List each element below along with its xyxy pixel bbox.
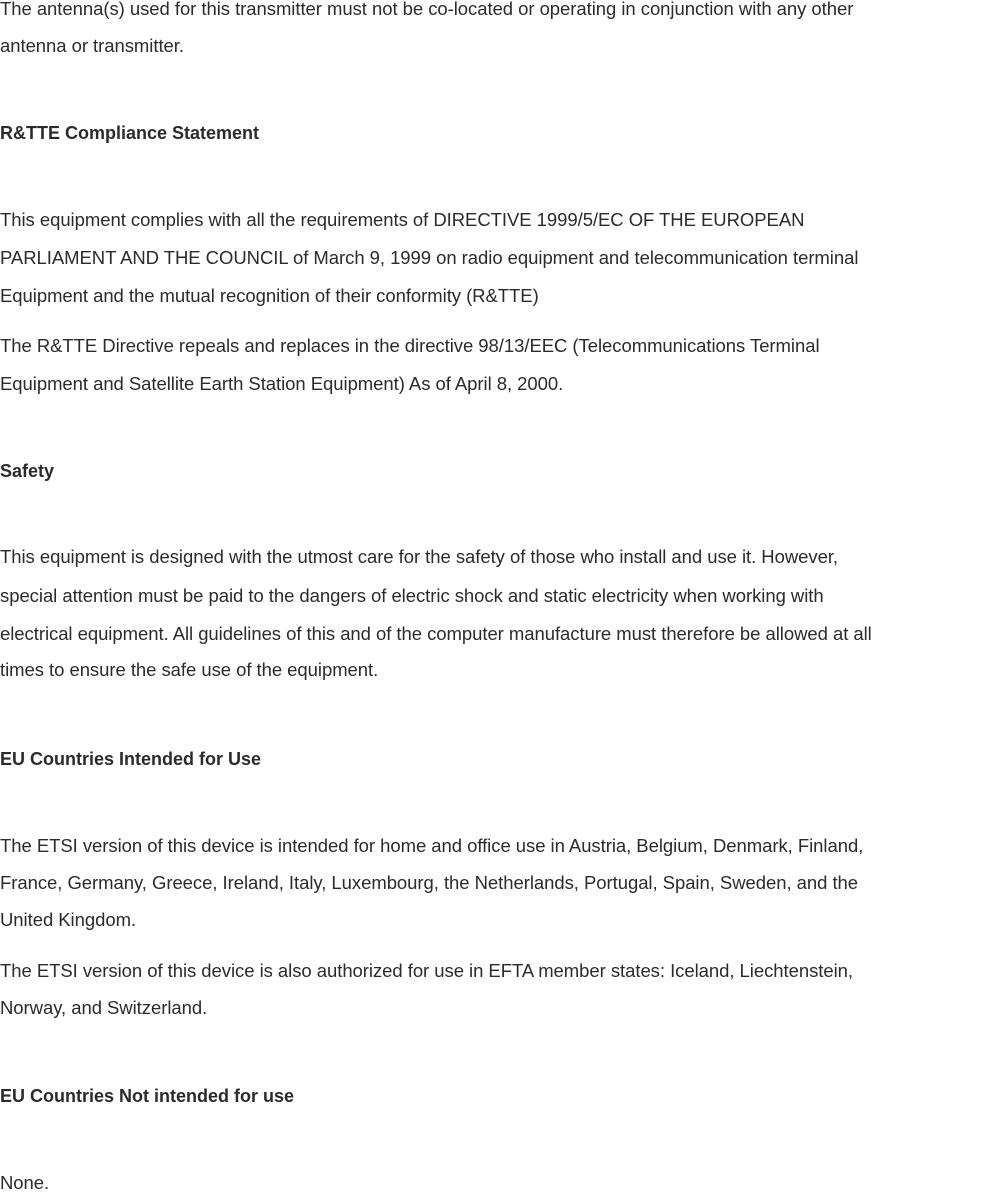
intro-line-1: The antenna(s) used for this transmitter must not be co-located or operating in conjunction with any other [0, 0, 854, 19]
safety-p1-line-3: electrical equipment. All guidelines of this and of the computer manufacture must therefore be allowed at all [0, 623, 872, 644]
rtte-heading: R&TTE Compliance Statement [0, 123, 260, 143]
eu-intended-p2-line-1: The ETSI version of this device is also authorized for use in EFTA member states: Iceland, Liechtenstein, [0, 960, 854, 981]
eu-not-intended-heading: EU Countries Not intended for use [0, 1086, 295, 1106]
eu-intended-p2-line-2: Norway, and Switzerland. [0, 997, 208, 1018]
eu-intended-p1-line-3: United Kingdom. [0, 909, 137, 930]
rtte-p2-line-2: Equipment and Satellite Earth Station Equipment) As of April 8, 2000. [0, 373, 564, 394]
safety-p1-line-4: times to ensure the safe use of the equipment. [0, 659, 379, 680]
rtte-p1-line-2: PARLIAMENT AND THE COUNCIL of March 9, 1999 on radio equipment and telecommunication terminal [0, 247, 859, 268]
rtte-p1-line-1: This equipment complies with all the requirements of DIRECTIVE 1999/5/EC OF THE EUROPEAN [0, 209, 805, 230]
intro-line-2: antenna or transmitter. [0, 35, 184, 56]
eu-intended-p1-line-2: France, Germany, Greece, Ireland, Italy, Luxembourg, the Netherlands, Portugal, Spain, Sweden, and the [0, 872, 859, 893]
safety-p1-line-2: special attention must be paid to the dangers of electric shock and static electricity when working with [0, 585, 824, 606]
eu-not-intended-p1-line-1: None. [0, 1172, 50, 1193]
eu-intended-heading: EU Countries Intended for Use [0, 749, 262, 769]
rtte-p1-line-3: Equipment and the mutual recognition of their conformity (R&TTE) [0, 285, 539, 306]
rtte-p2-line-1: The R&TTE Directive repeals and replaces in the directive 98/13/EEC (Telecommunications Terminal [0, 335, 820, 356]
safety-p1-line-1: This equipment is designed with the utmost care for the safety of those who install and use it. However, [0, 546, 839, 567]
eu-intended-p1-line-1: The ETSI version of this device is intended for home and office use in Austria, Belgium, Denmark, Finland, [0, 835, 864, 856]
safety-heading: Safety [0, 461, 55, 481]
